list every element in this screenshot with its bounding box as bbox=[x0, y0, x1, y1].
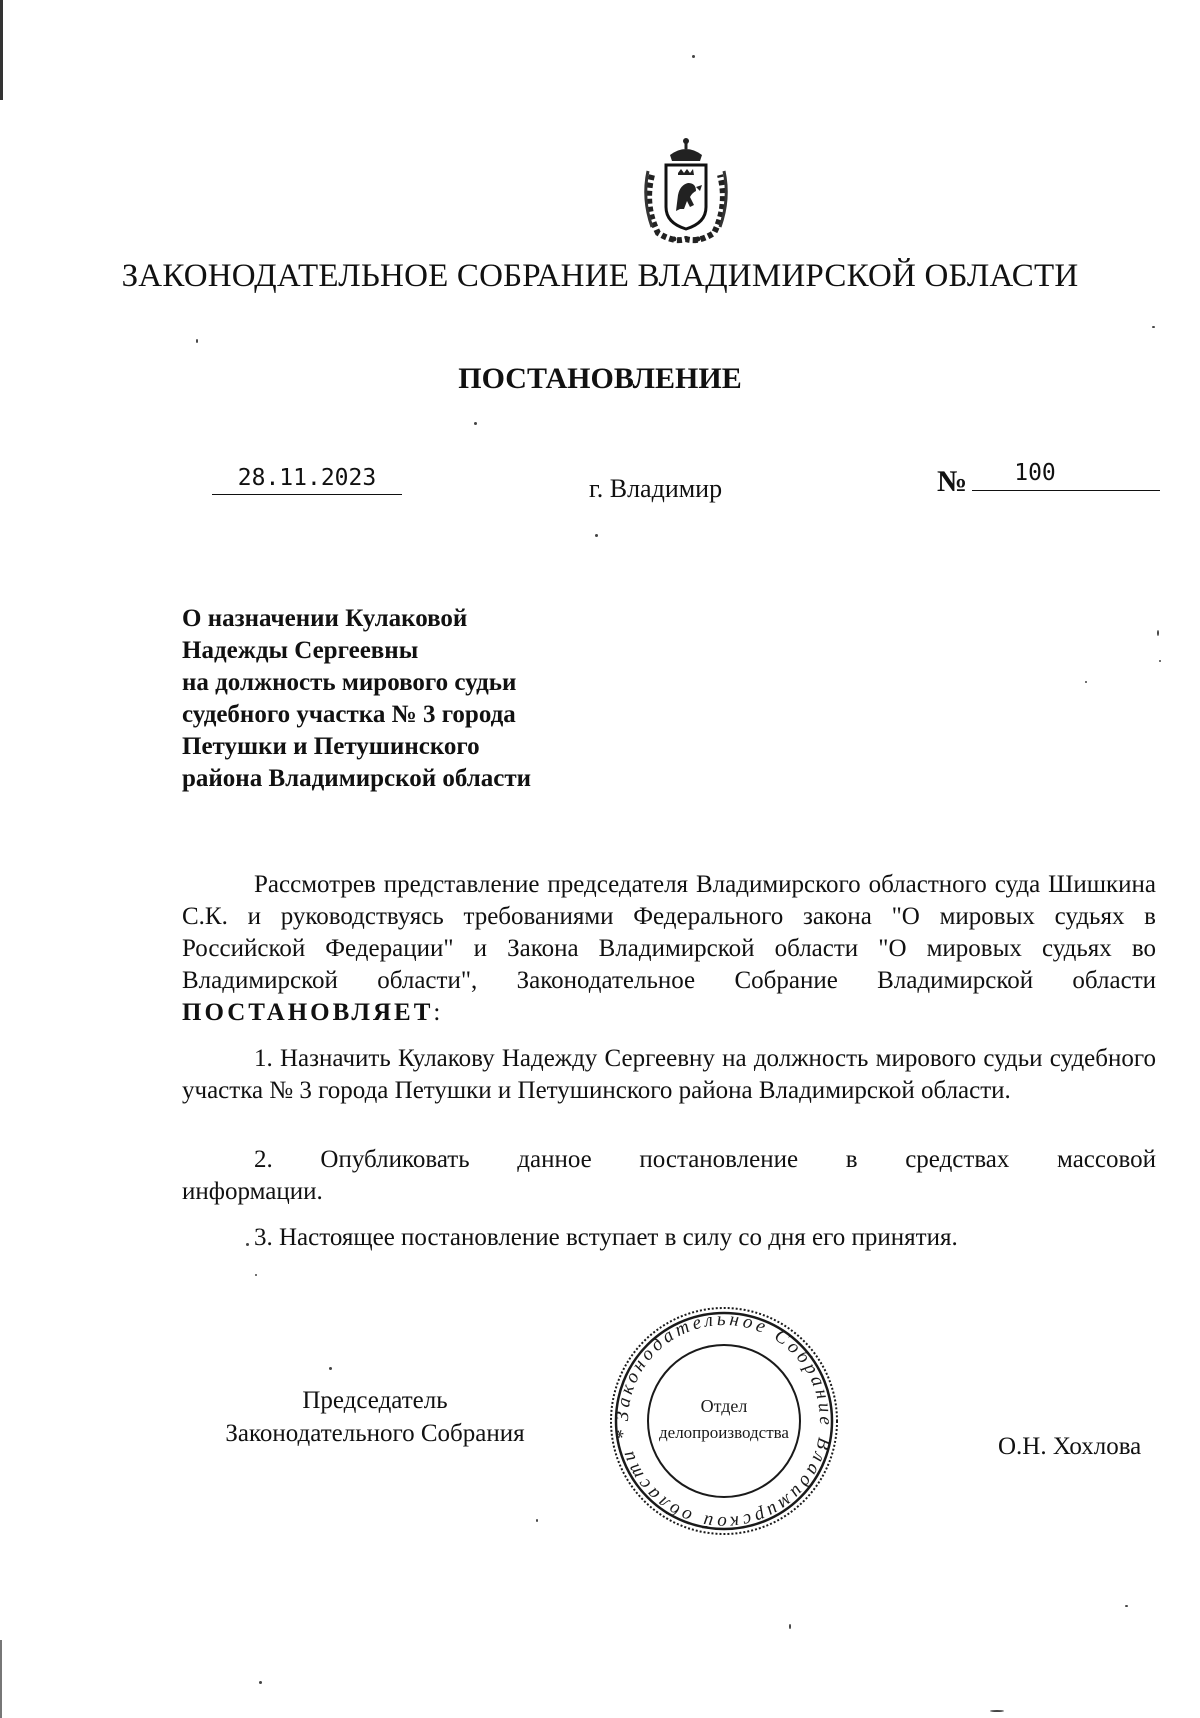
official-stamp bbox=[607, 1304, 841, 1538]
scan-speck bbox=[474, 422, 477, 425]
document-city: г. Владимир bbox=[589, 474, 723, 503]
signatory-position bbox=[190, 1384, 560, 1450]
scan-speck bbox=[1157, 630, 1159, 636]
scan-speck bbox=[990, 1710, 1004, 1712]
number-sign: № bbox=[937, 465, 968, 498]
stamp-center-line: делопроизводства bbox=[659, 1423, 789, 1442]
stamp-center-line: Отдел bbox=[700, 1396, 748, 1416]
scan-speck bbox=[1125, 1605, 1128, 1607]
document-type-heading: ПОСТАНОВЛЕНИЕ bbox=[458, 362, 742, 395]
document-number: 100 bbox=[1014, 460, 1056, 486]
subject-line: О назначении Кулаковой bbox=[182, 605, 468, 632]
scan-speck bbox=[1085, 681, 1087, 683]
resolves-colon: : bbox=[433, 999, 441, 1026]
subject-line: района Владимирской области bbox=[182, 765, 532, 792]
subject-line: Петушки и Петушинского bbox=[182, 733, 480, 760]
scan-speck bbox=[259, 1681, 262, 1684]
scan-speck bbox=[536, 1519, 538, 1522]
resolution-item-2 bbox=[182, 1144, 1156, 1208]
document-date: 28.11.2023 bbox=[237, 465, 377, 491]
signatory-name: О.Н. Хохлова bbox=[998, 1433, 1142, 1460]
resolution-item-1: 1. Назначить Кулакову Надежду Сергеевну на должность мирового судьи судебного участка № 3 города Петушки и Петушинского района Владимирской области. bbox=[182, 1045, 1156, 1104]
subject-line: на должность мирового судьи bbox=[182, 669, 517, 696]
svg-text:Законодательное Собрание Влади bbox=[612, 1309, 836, 1533]
scan-speck bbox=[1152, 326, 1155, 328]
scan-speck bbox=[595, 534, 598, 537]
number-underline bbox=[972, 490, 1160, 491]
scan-speck bbox=[692, 55, 695, 58]
scan-edge-mark bbox=[0, 1640, 2, 1718]
resolution-item-2-line2: информации. bbox=[182, 1178, 323, 1205]
signatory-position-line: Законодательного Собрания bbox=[225, 1420, 525, 1447]
preamble-paragraph bbox=[182, 869, 1156, 1029]
subject-line: судебного участка № 3 города bbox=[182, 701, 516, 728]
signatory-position-line: Председатель bbox=[302, 1387, 448, 1414]
preamble-text: Рассмотрев представление председателя Владимирского областного суда Шишкина С.К. и руководствуясь требованиями Федерального закона "О мировых судьях в Российской Федерации" и Закона Владимирской области "О мировых судьях во Владимирской области", Законодательное Собрание Владимирской области bbox=[182, 871, 1156, 994]
resolution-item-3: 3. Настоящее постановление вступает в силу со дня его принятия. bbox=[254, 1224, 958, 1251]
resolves-keyword: ПОСТАНОВЛЯЕТ bbox=[182, 999, 434, 1026]
stamp-ring-text: Законодательное Собрание Владимирской области * bbox=[611, 1308, 837, 1534]
organization-title: ЗАКОНОДАТЕЛЬНОЕ СОБРАНИЕ ВЛАДИМИРСКОЙ ОБЛАСТИ bbox=[121, 258, 1079, 294]
scan-speck bbox=[246, 1243, 249, 1246]
scan-speck bbox=[329, 1367, 332, 1370]
subject-line: Надежды Сергеевны bbox=[182, 637, 419, 664]
date-underline bbox=[212, 494, 402, 495]
scan-speck bbox=[789, 1624, 791, 1629]
scan-speck bbox=[255, 1274, 257, 1276]
scan-speck bbox=[1159, 660, 1161, 662]
subject-heading bbox=[182, 603, 531, 795]
scan-speck bbox=[196, 339, 198, 343]
resolution-item-2-line1: 2. Опубликовать данное постановление в средствах массовой bbox=[254, 1146, 1156, 1173]
scan-edge-mark bbox=[0, 0, 3, 100]
coat-of-arms-icon bbox=[640, 135, 732, 247]
